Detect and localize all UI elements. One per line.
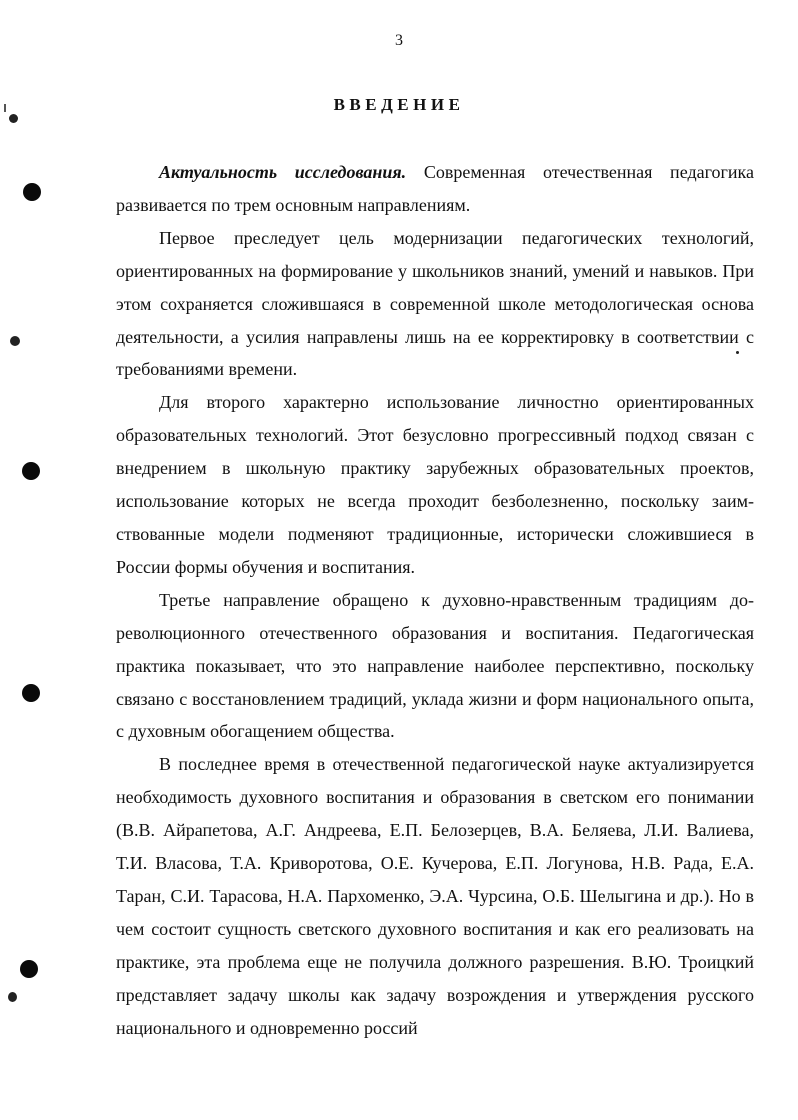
paragraph-lead: Актуальность исследования.: [159, 162, 407, 182]
scan-speck: [736, 351, 739, 354]
page-heading: ВВЕДЕНИЕ: [333, 95, 465, 114]
paragraph-second-direction: Для второго характерно использование личностно ориентированных образовательных технологий. Этот безусловно прогрессивный подход связан с внедрением в школьную практику зарубежных образовательных проектов, использование которых не всегда проходит безболезненно, поскольку заимствованные модели подменяют традиционные, исторически сложившиеся в России формы обучения и воспитания.: [116, 392, 754, 577]
binding-hole-2: [22, 462, 40, 480]
paragraph-third-direction: Третье направление обращено к духовно-нравственным традициям дореволюционного отечественного образования и воспитания. Педагогическая практика показывает, что это направление наиболее перспективно, поскольку связано с восстановлением традиций, уклада жизни и форм национального опыта, с духовным обогащением общества.: [116, 589, 754, 742]
scan-speck: [10, 336, 20, 346]
document-body: [116, 156, 754, 1044]
binding-hole-1: [23, 183, 41, 201]
page-number: 3: [395, 32, 403, 49]
paragraph-relevance: [116, 156, 754, 222]
paragraph-first-direction: Первое преследует цель модернизации педагогических технологий, ориентированных на формирование у школьников знаний, умений и навыков. При этом сохраняется сложившаяся в современной школе методологическая основа деятельности, а усилия направлены лишь на ее корректировку в соответствии с требованиями времени.: [116, 227, 754, 380]
paragraph-recent-research: В последнее время в отечественной педагогической науке актуализируется необходимость духовного воспитания и образования в светском его понимании (В.В. Айрапетова, А.Г. Андреева, Е.П. Белозерцев, В.А. Беляева, Л.И. Валиева, Т.И. Власова, Т.А. Криворотова, О.Е. Кучерова, Е.П. Логунова, Н.В. Рада, Е.А. Таран, С.И. Тарасова, Н.А. Пархоменко, Э.А. Чурсина, О.Б. Шелыгина и др.). Но в чем состоит сущность светского духовного воспитания и как его реализовать на практике, эта проблема еще не получила должного разрешения. В.Ю. Троицкий представляет задачу школы как задачу возрождения и утверждения русского национального и одновременно россий: [116, 754, 754, 1038]
scan-speck: [4, 104, 6, 112]
binding-hole-4: [20, 960, 38, 978]
binding-hole-3: [22, 684, 40, 702]
scan-speck: [8, 992, 17, 1002]
paragraph-text: Современная отечественная педагогика развивается по трем основным направлениям.: [116, 162, 754, 215]
scan-speck: [9, 114, 18, 123]
